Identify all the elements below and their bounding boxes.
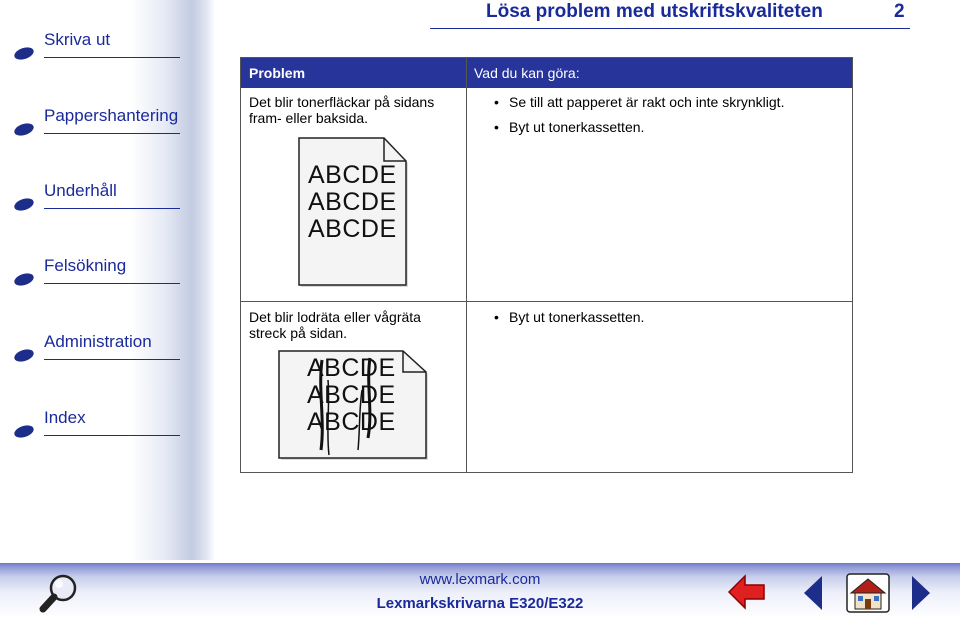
table-row-problem	[249, 309, 421, 341]
home-icon[interactable]	[846, 573, 890, 613]
sidebar-item-underhall[interactable]	[14, 181, 184, 211]
problem-line: streck på sidan.	[249, 325, 348, 341]
bullet-icon	[13, 121, 35, 138]
sidebar-item-label: Skriva ut	[44, 30, 111, 49]
problem-table	[240, 57, 853, 473]
problem-line: Det blir tonerfläckar på sidans	[249, 94, 435, 110]
sidebar-item-underline	[44, 208, 180, 209]
solution-item: • Byt ut tonerkassetten.	[491, 309, 644, 325]
bullet-icon	[13, 196, 35, 213]
solution-item: • Se till att papperet är rakt och inte skrynkligt.	[491, 94, 784, 110]
column-divider	[466, 58, 467, 472]
streak-marks	[278, 350, 430, 462]
solution-item: • Byt ut tonerkassetten.	[491, 119, 784, 135]
sidebar-item-underline	[44, 57, 180, 58]
solution-list	[491, 309, 644, 334]
bullet-icon	[13, 423, 35, 440]
sample-text-line: ABCDE	[308, 161, 397, 189]
back-arrow-icon[interactable]	[727, 574, 767, 610]
sidebar-item-skriva-ut[interactable]	[14, 30, 184, 60]
sidebar-item-label: Index	[44, 408, 86, 427]
sidebar-item-felsokning[interactable]	[14, 256, 184, 286]
sample-text-line: ABCDE	[307, 381, 396, 409]
problem-line: Det blir lodräta eller vågräta	[249, 309, 421, 325]
page-number: 2	[894, 1, 905, 22]
sample-text-line: ABCDE	[307, 408, 396, 436]
sidebar-item-pappershantering[interactable]	[14, 106, 184, 136]
header-divider	[430, 28, 910, 29]
sidebar-item-label: Pappershantering	[44, 106, 179, 125]
bullet-icon	[13, 45, 35, 62]
sidebar-item-underline	[44, 283, 180, 284]
previous-triangle-icon[interactable]	[802, 575, 824, 611]
sidebar-item-underline	[44, 435, 180, 436]
row-divider	[241, 301, 852, 302]
next-triangle-icon[interactable]	[910, 575, 932, 611]
sample-text-line: ABCDE	[308, 215, 397, 243]
sample-text-block	[308, 162, 397, 243]
bullet-icon	[13, 347, 35, 364]
sidebar-item-underline	[44, 359, 180, 360]
website-link[interactable]: www.lexmark.com	[419, 571, 541, 588]
sidebar-item-underline	[44, 133, 180, 134]
bullet-icon	[13, 271, 35, 288]
page-title: Lösa problem med utskriftskvaliteten	[486, 1, 823, 22]
sidebar-item-label: Felsökning	[44, 256, 127, 275]
table-row-problem	[249, 94, 434, 126]
sidebar-item-administration[interactable]	[14, 332, 184, 362]
solution-list	[491, 94, 784, 144]
column-header-solution: Vad du kan göra:	[466, 58, 852, 88]
printer-model: Lexmarkskrivarna E320/E322	[376, 595, 584, 612]
sidebar-item-label: Underhåll	[44, 181, 117, 200]
sidebar-item-index[interactable]	[14, 408, 184, 438]
sample-text-line: ABCDE	[307, 354, 396, 382]
sample-text-line: ABCDE	[308, 188, 397, 216]
search-icon[interactable]	[37, 573, 85, 615]
column-header-problem: Problem	[241, 58, 466, 88]
problem-line: fram- eller baksida.	[249, 110, 369, 126]
sidebar-item-label: Administration	[44, 332, 152, 351]
